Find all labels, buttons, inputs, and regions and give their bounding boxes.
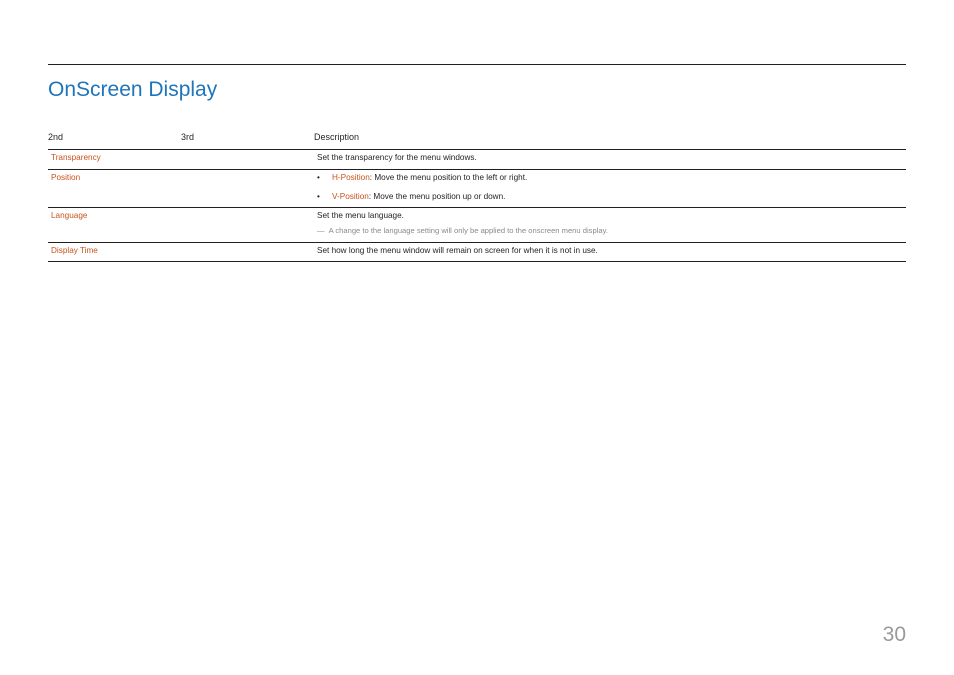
v-position-text: : Move the menu position up or down. [368,192,506,201]
row-description-display-time: Set how long the menu window will remain on screen for when it is not in use. [317,246,598,255]
row-description-transparency: Set the transparency for the menu windows. [317,153,477,162]
table-row-display-time [48,243,906,262]
top-rule [48,64,906,65]
header-2nd: 2nd [48,132,64,142]
row-label-transparency: Transparency [51,153,101,162]
header-description: Description [314,132,360,142]
table-header [48,131,906,150]
bullet-item-v-position [317,192,505,201]
row-label-language: Language [51,211,88,220]
row-description-language: Set the menu language. [317,211,404,220]
language-note-text: A change to the language setting will only be applied to the onscreen menu display. [328,226,608,235]
table-row-language [48,208,906,243]
language-note [317,226,608,235]
h-position-text: : Move the menu position to the left or right. [369,173,528,182]
table-row-transparency [48,150,906,170]
page-title: OnScreen Display [48,78,218,101]
table-row-position [48,170,906,208]
page-number: 30 [882,623,906,646]
bullet-icon: • [317,192,320,201]
row-label-display-time: Display Time [51,246,98,255]
note-mark-icon: ― [317,226,325,235]
row-label-position: Position [51,173,81,182]
header-3rd: 3rd [181,132,195,142]
h-position-term: H-Position [332,173,370,182]
v-position-term: V-Position [332,192,369,201]
bullet-item-h-position [317,173,527,182]
bullet-icon: • [317,173,320,182]
